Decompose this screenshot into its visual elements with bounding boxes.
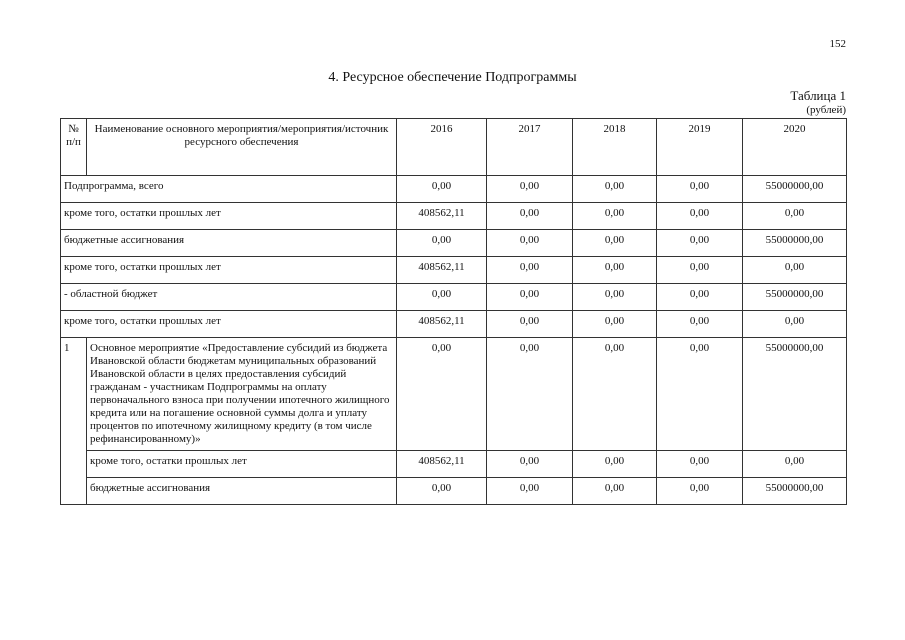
cell-2018: 0,00 <box>573 203 657 230</box>
cell-2018: 0,00 <box>573 478 657 505</box>
cell-2020: 0,00 <box>743 451 847 478</box>
units-label: (рублей) <box>806 104 846 116</box>
page-number: 152 <box>829 38 846 50</box>
cell-2016: 0,00 <box>397 230 487 257</box>
cell-2017: 0,00 <box>487 311 573 338</box>
cell-2017: 0,00 <box>487 338 573 451</box>
row-name: бюджетные ассигнования <box>61 230 397 257</box>
table-header-row <box>61 119 847 176</box>
activity-subrow <box>61 478 847 505</box>
activity-row <box>61 338 847 451</box>
cell-2018: 0,00 <box>573 311 657 338</box>
cell-2019: 0,00 <box>657 203 743 230</box>
cell-2020: 55000000,00 <box>743 338 847 451</box>
cell-2016: 0,00 <box>397 338 487 451</box>
cell-2019: 0,00 <box>657 230 743 257</box>
cell-2017: 0,00 <box>487 230 573 257</box>
cell-2016: 408562,11 <box>397 451 487 478</box>
resource-table <box>60 118 847 505</box>
row-name: - областной бюджет <box>61 284 397 311</box>
cell-2019: 0,00 <box>657 338 743 451</box>
cell-2020: 0,00 <box>743 257 847 284</box>
cell-2018: 0,00 <box>573 284 657 311</box>
header-year-2016: 2016 <box>397 119 487 176</box>
header-year-2020: 2020 <box>743 119 847 176</box>
header-year-2018: 2018 <box>573 119 657 176</box>
activity-name: Основное мероприятие «Предоставление субсидий из бюджета Ивановской области бюджетам муниципальных образований Ивановской области в целях предоставления субсидий гражданам - участникам Подпрограммы на оплату первоначального взноса при получении ипотечного жилищного кредита или на погашение основной суммы долга и уплату процентов по ипотечному жилищному кредиту (в том числе рефинансированному)» <box>87 338 397 451</box>
row-name: кроме того, остатки прошлых лет <box>61 257 397 284</box>
cell-2020: 55000000,00 <box>743 478 847 505</box>
cell-2018: 0,00 <box>573 451 657 478</box>
cell-2017: 0,00 <box>487 203 573 230</box>
table-label: Таблица 1 <box>790 88 846 103</box>
cell-2019: 0,00 <box>657 311 743 338</box>
row-name: кроме того, остатки прошлых лет <box>61 203 397 230</box>
cell-2019: 0,00 <box>657 451 743 478</box>
cell-2017: 0,00 <box>487 478 573 505</box>
cell-2016: 0,00 <box>397 478 487 505</box>
cell-2019: 0,00 <box>657 257 743 284</box>
header-name: Наименование основного мероприятия/мероприятия/источник ресурсного обеспечения <box>87 119 397 176</box>
cell-2017: 0,00 <box>487 176 573 203</box>
cell-2016: 0,00 <box>397 176 487 203</box>
cell-2019: 0,00 <box>657 284 743 311</box>
cell-2018: 0,00 <box>573 230 657 257</box>
subrow-name: кроме того, остатки прошлых лет <box>87 451 397 478</box>
cell-2020: 0,00 <box>743 203 847 230</box>
cell-2020: 55000000,00 <box>743 176 847 203</box>
cell-2017: 0,00 <box>487 257 573 284</box>
table-row <box>61 176 847 203</box>
subrow-name: бюджетные ассигнования <box>87 478 397 505</box>
activity-num: 1 <box>61 338 87 505</box>
table-row <box>61 284 847 311</box>
activity-subrow <box>61 451 847 478</box>
table-row <box>61 257 847 284</box>
cell-2016: 0,00 <box>397 284 487 311</box>
cell-2018: 0,00 <box>573 338 657 451</box>
section-title: 4. Ресурсное обеспечение Подпрограммы <box>328 70 577 85</box>
cell-2017: 0,00 <box>487 451 573 478</box>
cell-2020: 0,00 <box>743 311 847 338</box>
table-row <box>61 230 847 257</box>
header-year-2019: 2019 <box>657 119 743 176</box>
cell-2016: 408562,11 <box>397 257 487 284</box>
cell-2016: 408562,11 <box>397 311 487 338</box>
cell-2018: 0,00 <box>573 257 657 284</box>
table-row <box>61 311 847 338</box>
header-year-2017: 2017 <box>487 119 573 176</box>
cell-2016: 408562,11 <box>397 203 487 230</box>
cell-2019: 0,00 <box>657 478 743 505</box>
cell-2018: 0,00 <box>573 176 657 203</box>
cell-2020: 55000000,00 <box>743 284 847 311</box>
cell-2020: 55000000,00 <box>743 230 847 257</box>
row-name: кроме того, остатки прошлых лет <box>61 311 397 338</box>
table-row <box>61 203 847 230</box>
row-name: Подпрограмма, всего <box>61 176 397 203</box>
cell-2019: 0,00 <box>657 176 743 203</box>
header-num: № п/п <box>61 119 87 176</box>
cell-2017: 0,00 <box>487 284 573 311</box>
